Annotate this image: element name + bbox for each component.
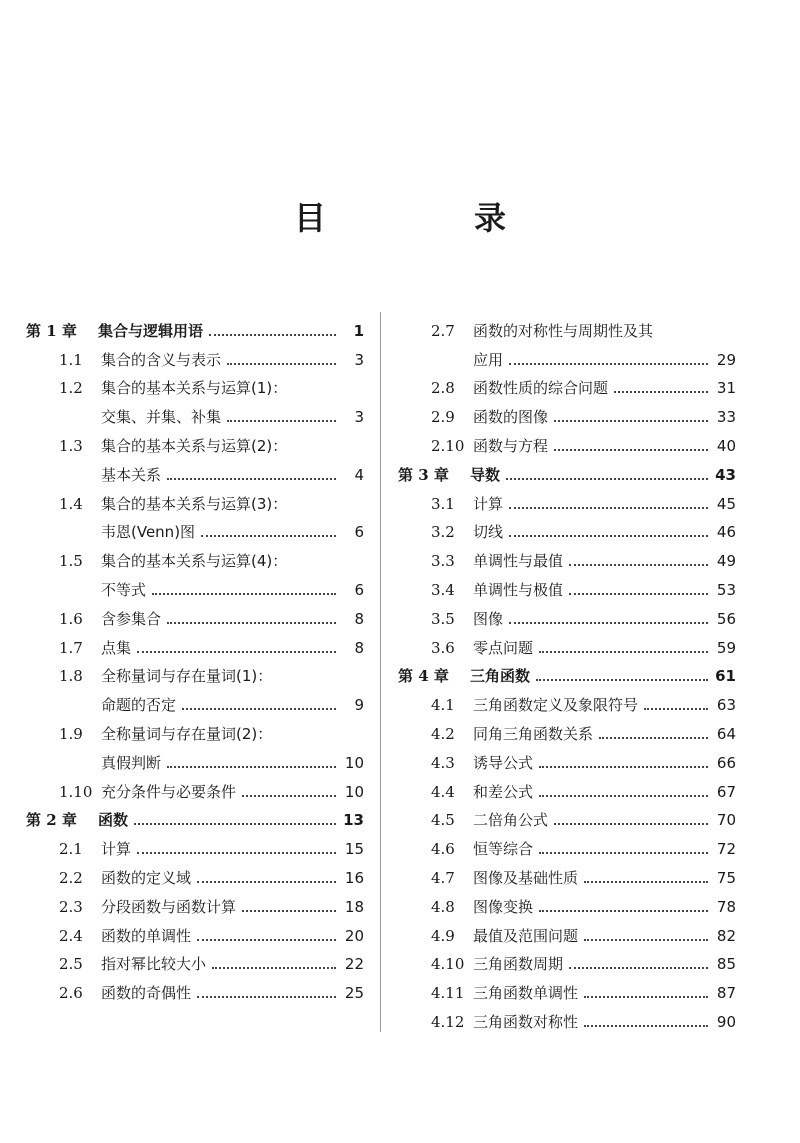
toc-entry-row[interactable] <box>398 918 736 947</box>
toc-dot-leader <box>509 507 708 509</box>
toc-entry-title: 韦恩(Venn)图 <box>101 523 196 542</box>
toc-entry-number: 第 4 章 <box>398 667 449 686</box>
toc-page-number: 4 <box>354 465 364 484</box>
toc-dot-leader <box>569 564 708 566</box>
toc-entry-title: 充分条件与必要条件 <box>101 782 237 801</box>
toc-dot-leader <box>569 967 708 969</box>
toc-entry-title: 恒等综合 <box>473 840 534 859</box>
toc-dot-leader <box>134 823 336 825</box>
toc-entry-row[interactable] <box>398 428 736 457</box>
toc-entry-title: 集合的基本关系与运算(4)： <box>101 552 288 571</box>
toc-dot-leader <box>554 420 708 422</box>
toc-entry-title: 三角函数周期 <box>473 955 564 974</box>
toc-entry-row[interactable] <box>26 918 364 947</box>
toc-entry-row[interactable] <box>398 601 736 630</box>
toc-dot-leader <box>554 823 708 825</box>
toc-page-number: 25 <box>344 984 364 1003</box>
toc-entry-number: 1.5 <box>59 552 83 571</box>
toc-entry-title: 导数 <box>470 465 501 484</box>
toc-page-number: 53 <box>716 580 736 599</box>
toc-dot-leader <box>227 420 336 422</box>
toc-dot-leader <box>182 708 336 710</box>
toc-entry-title: 真假判断 <box>101 753 162 772</box>
toc-page-number: 3 <box>354 350 364 369</box>
toc-entry-row[interactable] <box>26 947 364 976</box>
toc-entry-title: 函数性质的综合问题 <box>473 379 609 398</box>
toc-entry-number: 4.3 <box>431 753 455 772</box>
toc-entry-number: 4.12 <box>431 1012 465 1031</box>
toc-entry-row[interactable] <box>398 831 736 860</box>
toc-page-number: 49 <box>716 552 736 571</box>
toc-page-number: 31 <box>716 379 736 398</box>
toc-page-number: 66 <box>716 753 736 772</box>
toc-entry-number: 3.3 <box>431 552 455 571</box>
toc-entry-row[interactable] <box>398 543 736 572</box>
toc-entry-title: 函数的对称性与周期性及其 <box>473 321 654 340</box>
toc-page-number: 33 <box>716 408 736 427</box>
toc-entry-row[interactable] <box>26 428 364 457</box>
toc-entry-row[interactable] <box>26 659 364 688</box>
toc-page-number: 16 <box>344 868 364 887</box>
column-divider <box>380 312 381 1032</box>
toc-right-column <box>398 313 736 1033</box>
toc-dot-leader <box>644 708 708 710</box>
toc-chapter-row[interactable] <box>398 457 736 486</box>
toc-entry-row[interactable] <box>26 342 364 371</box>
toc-entry-row[interactable] <box>398 774 736 803</box>
toc-dot-leader <box>509 622 708 624</box>
toc-entry-row[interactable] <box>398 515 736 544</box>
toc-entry-title: 函数的定义域 <box>101 868 192 887</box>
toc-dot-leader <box>227 363 336 365</box>
toc-entry-row[interactable] <box>398 716 736 745</box>
toc-dot-leader <box>584 996 708 998</box>
toc-entry-row[interactable] <box>26 630 364 659</box>
toc-entry-title: 全称量词与存在量词(2)： <box>101 724 273 743</box>
toc-page-number: 43 <box>715 465 736 484</box>
toc-entry-title: 命题的否定 <box>101 696 177 715</box>
toc-chapter-row[interactable] <box>398 659 736 688</box>
toc-entry-title: 三角函数对称性 <box>473 1012 579 1031</box>
toc-entry-number: 1.2 <box>59 379 83 398</box>
toc-page-number: 63 <box>716 696 736 715</box>
toc-entry-number: 1.4 <box>59 494 83 513</box>
toc-page-number: 13 <box>343 811 364 830</box>
toc-dot-leader <box>554 449 708 451</box>
toc-entry-row[interactable] <box>26 716 364 745</box>
toc-dot-leader <box>152 593 336 595</box>
toc-chapter-row[interactable] <box>26 803 364 832</box>
toc-entry-number: 2.7 <box>431 321 455 340</box>
toc-page-number: 8 <box>354 638 364 657</box>
toc-entry-title: 应用 <box>473 350 504 369</box>
toc-page-number: 18 <box>344 897 364 916</box>
toc-entry-row[interactable] <box>26 399 364 428</box>
toc-entry-number: 第 2 章 <box>26 811 77 830</box>
toc-entry-row[interactable] <box>398 1004 736 1033</box>
toc-dot-leader <box>599 737 708 739</box>
toc-entry-title: 分段函数与函数计算 <box>101 897 237 916</box>
toc-page-number: 56 <box>716 609 736 628</box>
toc-entry-row[interactable] <box>26 687 364 716</box>
toc-page-number: 6 <box>354 580 364 599</box>
toc-entry-row[interactable] <box>398 486 736 515</box>
toc-dot-leader <box>584 939 708 941</box>
toc-page-number: 59 <box>716 638 736 657</box>
toc-entry-title: 点集 <box>101 638 132 657</box>
toc-entry-number: 1.7 <box>59 638 83 657</box>
toc-entry-row[interactable] <box>26 486 364 515</box>
toc-dot-leader <box>242 910 336 912</box>
toc-entry-title: 三角函数单调性 <box>473 984 579 1003</box>
toc-entry-title: 含参集合 <box>101 609 162 628</box>
toc-entry-number: 3.5 <box>431 609 455 628</box>
toc-entry-number: 2.9 <box>431 408 455 427</box>
toc-page-number: 70 <box>716 811 736 830</box>
toc-dot-leader <box>509 535 708 537</box>
toc-entry-number: 2.1 <box>59 840 83 859</box>
toc-entry-title: 函数的奇偶性 <box>101 984 192 1003</box>
toc-entry-number: 1.6 <box>59 609 83 628</box>
toc-entry-title: 和差公式 <box>473 782 534 801</box>
toc-entry-row[interactable] <box>398 889 736 918</box>
toc-page-number: 9 <box>354 696 364 715</box>
toc-entry-number: 2.8 <box>431 379 455 398</box>
toc-page-number: 10 <box>344 782 364 801</box>
toc-page-number: 15 <box>344 840 364 859</box>
toc-entry-title: 图像变换 <box>473 897 534 916</box>
toc-entry-title: 交集、并集、补集 <box>101 408 222 427</box>
toc-entry-row[interactable] <box>398 399 736 428</box>
toc-entry-number: 4.1 <box>431 696 455 715</box>
toc-entry-number: 1.9 <box>59 724 83 743</box>
toc-entry-number: 2.4 <box>59 926 83 945</box>
toc-entry-title: 函数与方程 <box>473 436 549 455</box>
toc-page-number: 90 <box>716 1012 736 1031</box>
toc-dot-leader <box>569 593 708 595</box>
toc-page-number: 22 <box>344 955 364 974</box>
toc-page-number: 20 <box>344 926 364 945</box>
toc-dot-leader <box>536 679 708 681</box>
toc-entry-title: 二倍角公式 <box>473 811 549 830</box>
toc-page-number: 46 <box>716 523 736 542</box>
toc-entry-number: 1.1 <box>59 350 83 369</box>
toc-entry-row[interactable] <box>26 975 364 1004</box>
toc-dot-leader <box>197 939 336 941</box>
toc-page-number: 29 <box>716 350 736 369</box>
toc-entry-title: 集合的含义与表示 <box>101 350 222 369</box>
toc-entry-title: 集合的基本关系与运算(2)： <box>101 436 288 455</box>
toc-entry-row[interactable] <box>26 572 364 601</box>
toc-entry-row[interactable] <box>26 457 364 486</box>
toc-entry-row[interactable] <box>398 572 736 601</box>
toc-entry-number: 3.2 <box>431 523 455 542</box>
toc-entry-row[interactable] <box>398 630 736 659</box>
toc-page-number: 67 <box>716 782 736 801</box>
toc-entry-title: 同角三角函数关系 <box>473 724 594 743</box>
toc-dot-leader <box>614 391 708 393</box>
toc-left-column <box>26 313 364 1004</box>
toc-entry-title: 图像及基础性质 <box>473 868 579 887</box>
toc-dot-leader <box>242 795 336 797</box>
toc-entry-number: 第 3 章 <box>398 465 449 484</box>
toc-dot-leader <box>506 478 708 480</box>
toc-entry-title: 单调性与最值 <box>473 552 564 571</box>
toc-entry-row[interactable] <box>398 803 736 832</box>
toc-dot-leader <box>539 795 708 797</box>
toc-entry-number: 3.1 <box>431 494 455 513</box>
toc-entry-row[interactable] <box>26 831 364 860</box>
toc-entry-number: 3.6 <box>431 638 455 657</box>
toc-entry-title: 图像 <box>473 609 504 628</box>
toc-entry-row[interactable] <box>26 860 364 889</box>
toc-dot-leader <box>539 766 708 768</box>
toc-entry-number: 2.5 <box>59 955 83 974</box>
toc-entry-row[interactable] <box>398 371 736 400</box>
toc-page-number: 8 <box>354 609 364 628</box>
toc-entry-number: 4.2 <box>431 724 455 743</box>
toc-entry-title: 集合与逻辑用语 <box>98 321 204 340</box>
toc-dot-leader <box>137 852 336 854</box>
toc-dot-leader <box>509 363 708 365</box>
toc-entry-title: 零点问题 <box>473 638 534 657</box>
toc-page-number: 72 <box>716 840 736 859</box>
toc-entry-row[interactable] <box>26 745 364 774</box>
toc-entry-number: 第 1 章 <box>26 321 77 340</box>
toc-page-number: 64 <box>716 724 736 743</box>
toc-entry-title: 不等式 <box>101 580 147 599</box>
toc-page-number: 85 <box>716 955 736 974</box>
toc-entry-number: 1.10 <box>59 782 93 801</box>
toc-dot-leader <box>201 535 336 537</box>
toc-dot-leader <box>197 881 336 883</box>
toc-page-number: 3 <box>354 408 364 427</box>
toc-entry-row[interactable] <box>26 774 364 803</box>
toc-entry-row[interactable] <box>398 860 736 889</box>
toc-dot-leader <box>212 967 336 969</box>
toc-entry-title: 计算 <box>473 494 504 513</box>
toc-entry-row[interactable] <box>26 543 364 572</box>
toc-entry-title: 集合的基本关系与运算(1)： <box>101 379 288 398</box>
toc-entry-number: 4.8 <box>431 897 455 916</box>
toc-entry-title: 计算 <box>101 840 132 859</box>
toc-page-number: 6 <box>354 523 364 542</box>
toc-entry-number: 4.4 <box>431 782 455 801</box>
toc-dot-leader <box>584 881 708 883</box>
toc-entry-row[interactable] <box>26 601 364 630</box>
toc-entry-number: 4.6 <box>431 840 455 859</box>
toc-entry-title: 三角函数 <box>470 667 531 686</box>
toc-entry-row[interactable] <box>398 947 736 976</box>
toc-entry-number: 4.11 <box>431 984 465 1003</box>
toc-entry-row[interactable] <box>398 342 736 371</box>
toc-dot-leader <box>197 996 336 998</box>
toc-chapter-row[interactable] <box>26 313 364 342</box>
toc-page-number: 87 <box>716 984 736 1003</box>
toc-entry-title: 函数的图像 <box>473 408 549 427</box>
toc-dot-leader <box>209 334 336 336</box>
toc-entry-row[interactable] <box>26 515 364 544</box>
toc-entry-title: 指对幂比较大小 <box>101 955 207 974</box>
toc-entry-row[interactable] <box>398 313 736 342</box>
toc-entry-title: 诱导公式 <box>473 753 534 772</box>
toc-entry-title: 最值及范围问题 <box>473 926 579 945</box>
toc-dot-leader <box>137 651 336 653</box>
toc-page-number: 40 <box>716 436 736 455</box>
toc-entry-number: 4.10 <box>431 955 465 974</box>
toc-entry-number: 4.7 <box>431 868 455 887</box>
toc-page-number: 45 <box>716 494 736 513</box>
toc-entry-title: 函数 <box>98 811 129 830</box>
toc-entry-number: 1.8 <box>59 667 83 686</box>
toc-entry-row[interactable] <box>398 745 736 774</box>
toc-entry-row[interactable] <box>398 687 736 716</box>
toc-dot-leader <box>584 1025 708 1027</box>
toc-entry-row[interactable] <box>398 975 736 1004</box>
toc-entry-title: 全称量词与存在量词(1)： <box>101 667 273 686</box>
toc-entry-number: 2.6 <box>59 984 83 1003</box>
toc-page-number: 10 <box>344 753 364 772</box>
toc-page-number: 82 <box>716 926 736 945</box>
toc-entry-title: 基本关系 <box>101 465 162 484</box>
page-title: 目 录 <box>293 199 564 237</box>
toc-entry-title: 函数的单调性 <box>101 926 192 945</box>
toc-dot-leader <box>539 651 708 653</box>
toc-entry-number: 4.5 <box>431 811 455 830</box>
toc-entry-row[interactable] <box>26 889 364 918</box>
toc-entry-title: 三角函数定义及象限符号 <box>473 696 639 715</box>
toc-dot-leader <box>167 478 336 480</box>
toc-dot-leader <box>167 622 336 624</box>
toc-entry-number: 2.3 <box>59 897 83 916</box>
toc-entry-title: 单调性与极值 <box>473 580 564 599</box>
toc-entry-row[interactable] <box>26 371 364 400</box>
toc-entry-number: 3.4 <box>431 580 455 599</box>
toc-page-number: 78 <box>716 897 736 916</box>
toc-entry-title: 集合的基本关系与运算(3)： <box>101 494 288 513</box>
toc-entry-number: 4.9 <box>431 926 455 945</box>
toc-entry-title: 切线 <box>473 523 504 542</box>
toc-dot-leader <box>539 852 708 854</box>
toc-entry-number: 2.2 <box>59 868 83 887</box>
toc-page-number: 75 <box>716 868 736 887</box>
toc-entry-number: 2.10 <box>431 436 465 455</box>
toc-dot-leader <box>539 910 708 912</box>
toc-page-number: 61 <box>715 667 736 686</box>
toc-page-number: 1 <box>353 321 364 340</box>
toc-dot-leader <box>167 766 336 768</box>
toc-entry-number: 1.3 <box>59 436 83 455</box>
